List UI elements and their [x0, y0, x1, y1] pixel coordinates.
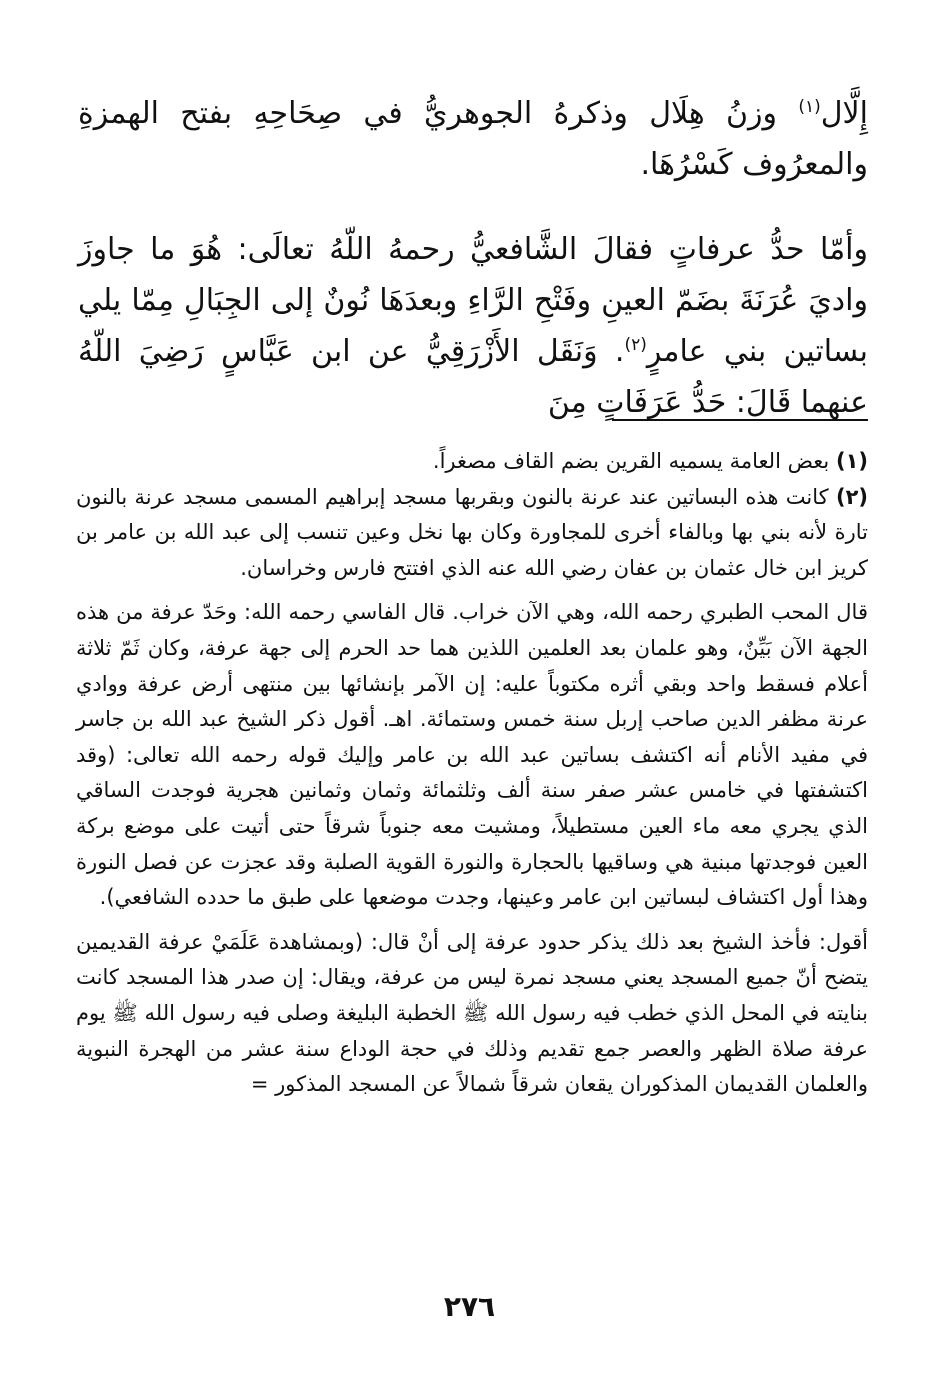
main-text-run: وأمّا حدُّ عرفاتٍ فقالَ الشَّافعيُّ رحمهُ اللّهُ تعالَى: هُوَ ما جاوزَ واديَ عُرَنَةَ بضَمّ العينِ وفَتْحِ الرَّاءِ وبعدَهَا نُونٌ إلى الجِبَالِ مِمّا يلي بساتين بني عامرٍ: [78, 232, 869, 369]
main-text: [78, 88, 868, 428]
footnote-1: [76, 444, 868, 480]
footnotes: [76, 444, 868, 1103]
footnote-2: [76, 480, 868, 587]
main-paragraph-1: [78, 88, 868, 190]
main-text-run: وزنُ هِلَال وذكرهُ الجوهريُّ في صِحَاحِهِ بفتح الهمزةِ والمعرُوف كَسْرُهَا.: [78, 96, 868, 182]
page-number: ٢٧٦: [443, 1290, 496, 1323]
footnote-text: بعض العامة يسميه القرين بضم القاف مصغراً.: [432, 449, 836, 473]
footnote-ref-1: (١): [798, 97, 821, 117]
main-text-run: إِلَّال: [820, 96, 868, 131]
main-text-run: . وَنَقَل الأَزْرَقِيُّ عن ابن عَبَّاسٍ رَضِيَ اللّهُ عنهما قَالَ: حَدُّ عَرَفَاتٍ مِنَ: [78, 334, 868, 420]
footnote-2-paragraph: أقول: فأخذ الشيخ بعد ذلك يذكر حدود عرفة إلى أنْ قال: (وبمشاهدة عَلَمَيْ عرفة القديمين يتضح أنّ جميع المسجد يعني مسجد نمرة ليس من عرفة، ويقال: إن صدر هذا المسجد كانت بنايته في المحل الذي خطب فيه رسول الله ﷺ الخطبة البليغة وصلى فيه رسول الله ﷺ يوم عرفة صلاة الظهر والعصر جمع تقديم وذلك في حجة الوداع سنة عشر من الهجرة النبوية والعلمان القديمان المذكوران يقعان شرقاً شمالاً عن المسجد المذكور =: [76, 929, 868, 1097]
footnote-number: (٢): [835, 484, 868, 509]
footnote-ref-2: (٢): [624, 335, 647, 355]
footnote-2-paragraph: قال المحب الطبري رحمه الله، وهي الآن خراب. قال الفاسي رحمه الله: وحَدّ عرفة من هذه الجهة الآن بَيِّنٌ، وهو علمان بعد العلمين اللذين هما حد الحرم إلى جهة عرفة، وكان ثَمّ ثلاثة أعلام فسقط واحد وبقي أثره مكتوباً عليه: إن الآمر بإنشائها بين منتهى أرض عرفة ووادي عرنة مظفر الدين صاحب إربل سنة خمس وستمائة. اهـ. أقول ذكر الشيخ عبد الله بن جاسر في مفيد الأنام أنه اكتشف بساتين عبد الله بن عامر وإليك قوله رحمه الله تعالى: (وقد اكتشفتها في خامس عشر صفر سنة ألف وثلثمائة وثمان وثمانين هجرية فوجدت الساقي الذي يجري معه ماء العين مستطيلاً، ومشيت معه جنوباً شرقاً حتى أتيت على موضع بركة العين فوجدتها مبنية هي وساقيها بالحجارة والنورة القوية الصلبة وقد عجزت عن فصل النورة وهذا أول اكتشاف لبساتين ابن عامر وعينها، وجدت موضعها على طبق ما حدده الشافعي).: [76, 600, 868, 910]
footnote-separator: [612, 419, 868, 421]
footnote-text: كانت هذه البساتين عند عرنة بالنون وبقربها مسجد إبراهيم المسمى مسجد عرنة بالنون تارة لأنه بني بها وبالفاء أخرى للمجاورة وكان بها نخل وعين تنسب إلى عبد الله بن عامر بن كريز ابن خال عثمان بن عفان رضي الله عنه الذي افتتح فارس وخراسان.: [76, 484, 868, 580]
footnote-number: (١): [835, 449, 868, 473]
main-paragraph-2: [78, 224, 868, 428]
